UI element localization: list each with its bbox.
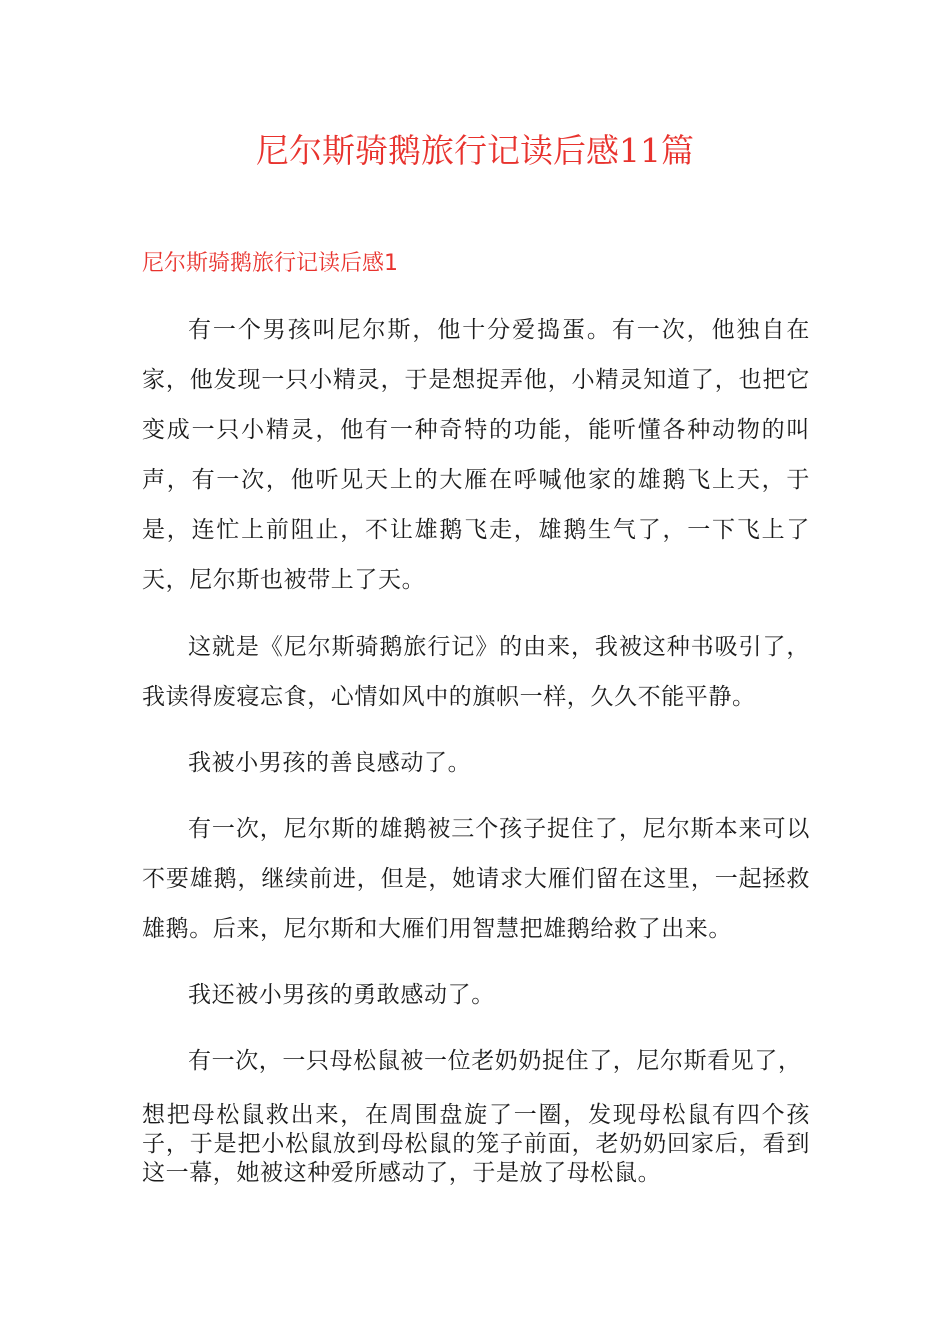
paragraph-6: 有一次，一只母松鼠被一位老奶奶捉住了，尼尔斯看见了， — [188, 1048, 802, 1074]
paragraph-3: 我被小男孩的善良感动了。 — [188, 750, 472, 776]
document-title: 尼尔斯骑鹅旅行记读后感11篇 — [256, 131, 694, 170]
paragraph-4: 有一次，尼尔斯的雄鹅被三个孩子捉住了，尼尔斯本来可以不要雄鹅，继续前进，但是，她请求大雁们留在这里，一起拯救雄鹅。后来，尼尔斯和大雁们用智慧把雄鹅给救了出来。 — [142, 816, 810, 942]
paragraph-1: 有一个男孩叫尼尔斯，他十分爱捣蛋。有一次，他独自在家，他发现一只小精灵，于是想捉弄他，小精灵知道了，也把它变成一只小精灵，他有一种奇特的功能，能听懂各种动物的叫声，有一次，他听见天上的大雁在呼喊他家的雄鹅飞上天，于是，连忙上前阻止，不让雄鹅飞走，雄鹅生气了，一下飞上了天，尼尔斯也被带上了天。 — [142, 317, 810, 593]
paragraph-5: 我还被小男孩的勇敢感动了。 — [188, 982, 495, 1008]
paragraph-6-continued: 想把母松鼠救出来，在周围盘旋了一圈，发现母松鼠有四个孩子，于是把小松鼠放到母松鼠的笼子前面，老奶奶回家后，看到这一幕，她被这种爱所感动了，于是放了母松鼠。 — [142, 1102, 810, 1186]
paragraph-2: 这就是《尼尔斯骑鹅旅行记》的由来，我被这种书吸引了，我读得废寝忘食，心情如风中的旗帜一样，久久不能平静。 — [142, 634, 810, 710]
section-heading: 尼尔斯骑鹅旅行记读后感1 — [142, 251, 398, 276]
